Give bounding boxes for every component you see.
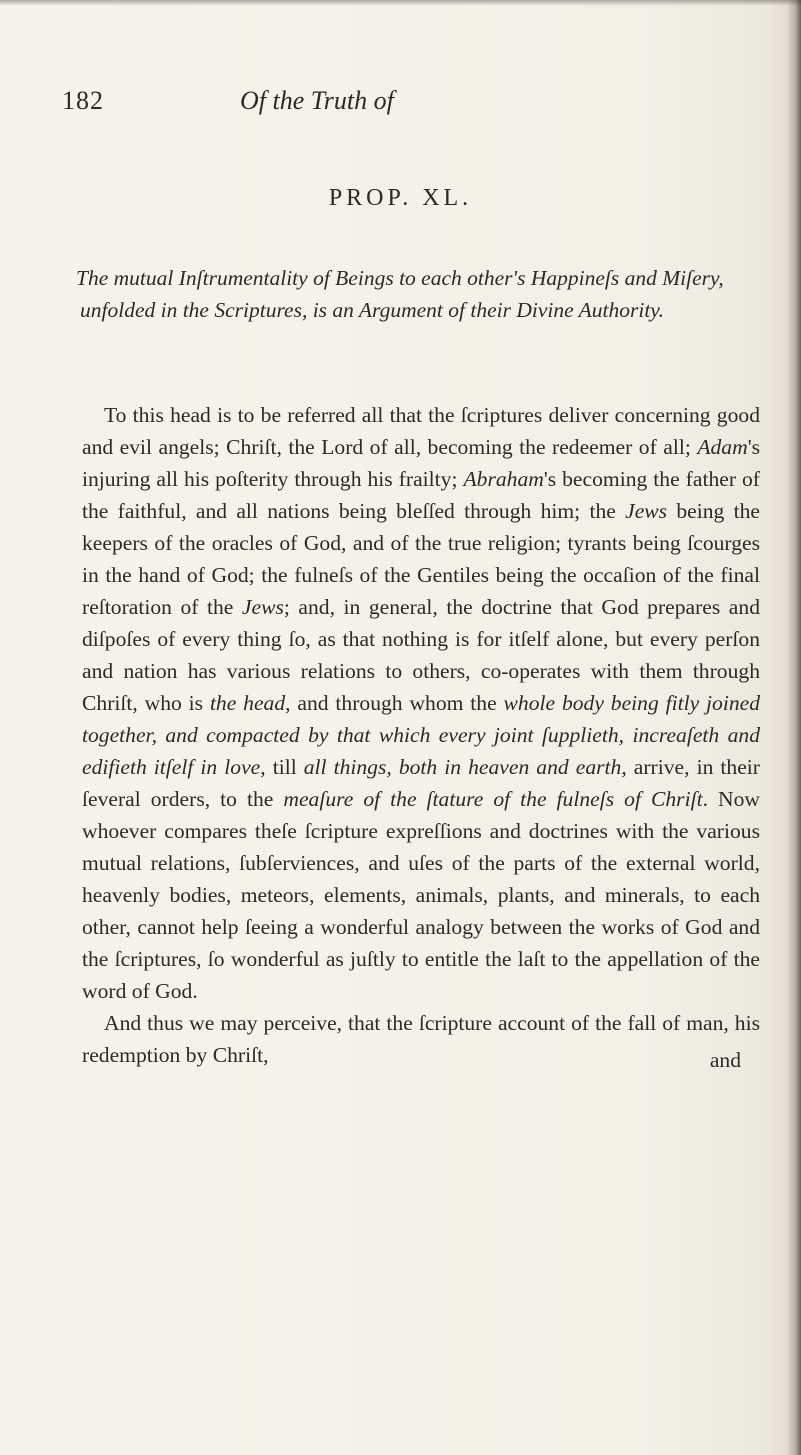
- paragraph-2: And thus we may perceive, that the ſcripture account of the fall of man, his redemption by Chriſt,: [82, 1011, 760, 1067]
- running-title: Of the Truth of: [240, 86, 394, 115]
- body-text: [82, 399, 760, 1071]
- text-run: 's injuring all his poſterity through his frailty;: [82, 435, 760, 491]
- text-run: To this head is to be referred all that the ſcriptures deliver concerning good and evil angels; Chriſt, the Lord of all, becoming the redeemer of all;: [82, 403, 760, 459]
- text-run: ; and, in general, the doctrine that God prepares and diſpoſes of every thing ſo, as that nothing is for itſelf alone, but every perſon and nation has various relations to others, co-operates with them through Chriſt, who is: [82, 595, 760, 715]
- proposition-heading: PROP. XL.: [328, 185, 473, 211]
- text-run: being the keepers of the oracles of God, and of the true religion; tyrants being ſcourges in the hand of God; the fulneſs of the Gentiles being the occaſion of the final reſtoration of the: [82, 499, 760, 619]
- text-run: 's becoming the father of the faithful, and all nations being bleſſed through him; the: [82, 467, 760, 523]
- proposition-subtitle: The mutual Inſtrumentality of Beings to each other's Happineſs and Miſery, unfolded in the Scriptures, is an Argument of their Divine Authority.: [76, 266, 724, 322]
- italic-run: Jews: [241, 595, 284, 619]
- italic-run: Abraham: [463, 467, 544, 491]
- page-number: 182: [62, 86, 104, 115]
- text-run: , arrive, in their ſeveral orders, to the: [82, 755, 760, 811]
- italic-run: Jews: [625, 499, 668, 523]
- catchword: and: [709, 1048, 741, 1072]
- page-top-shadow: [0, 0, 801, 6]
- text-run: , till: [260, 755, 304, 779]
- italic-run: whole body being fitly joined together, and compacted by that which every joint ſupplieth, increaſeth and edifieth itſelf in love: [82, 691, 761, 779]
- italic-run: Adam: [697, 435, 748, 459]
- italic-run: meaſure of the ſtature of the fulneſs of Chriſt: [283, 787, 703, 811]
- text-run: . Now whoever compares theſe ſcripture expreſſions and doctrines with the various mutual relations, ſubſerviences, and uſes of the parts of the external world, heavenly bodies, meteors, elements, animals, plants, and minerals, to each other, cannot help ſeeing a wonderful analogy between the works of God and the ſcriptures, ſo wonderful as juſtly to entitle the laſt to the appellation of the word of God.: [82, 787, 760, 1003]
- paragraph-1: [82, 399, 760, 1007]
- italic-run: the head: [209, 691, 286, 715]
- italic-run: all things, both in heaven and earth: [303, 755, 622, 779]
- text-run: , and through whom the: [285, 691, 504, 715]
- running-head: [62, 86, 702, 126]
- page-right-edge-shadow: [787, 0, 801, 1455]
